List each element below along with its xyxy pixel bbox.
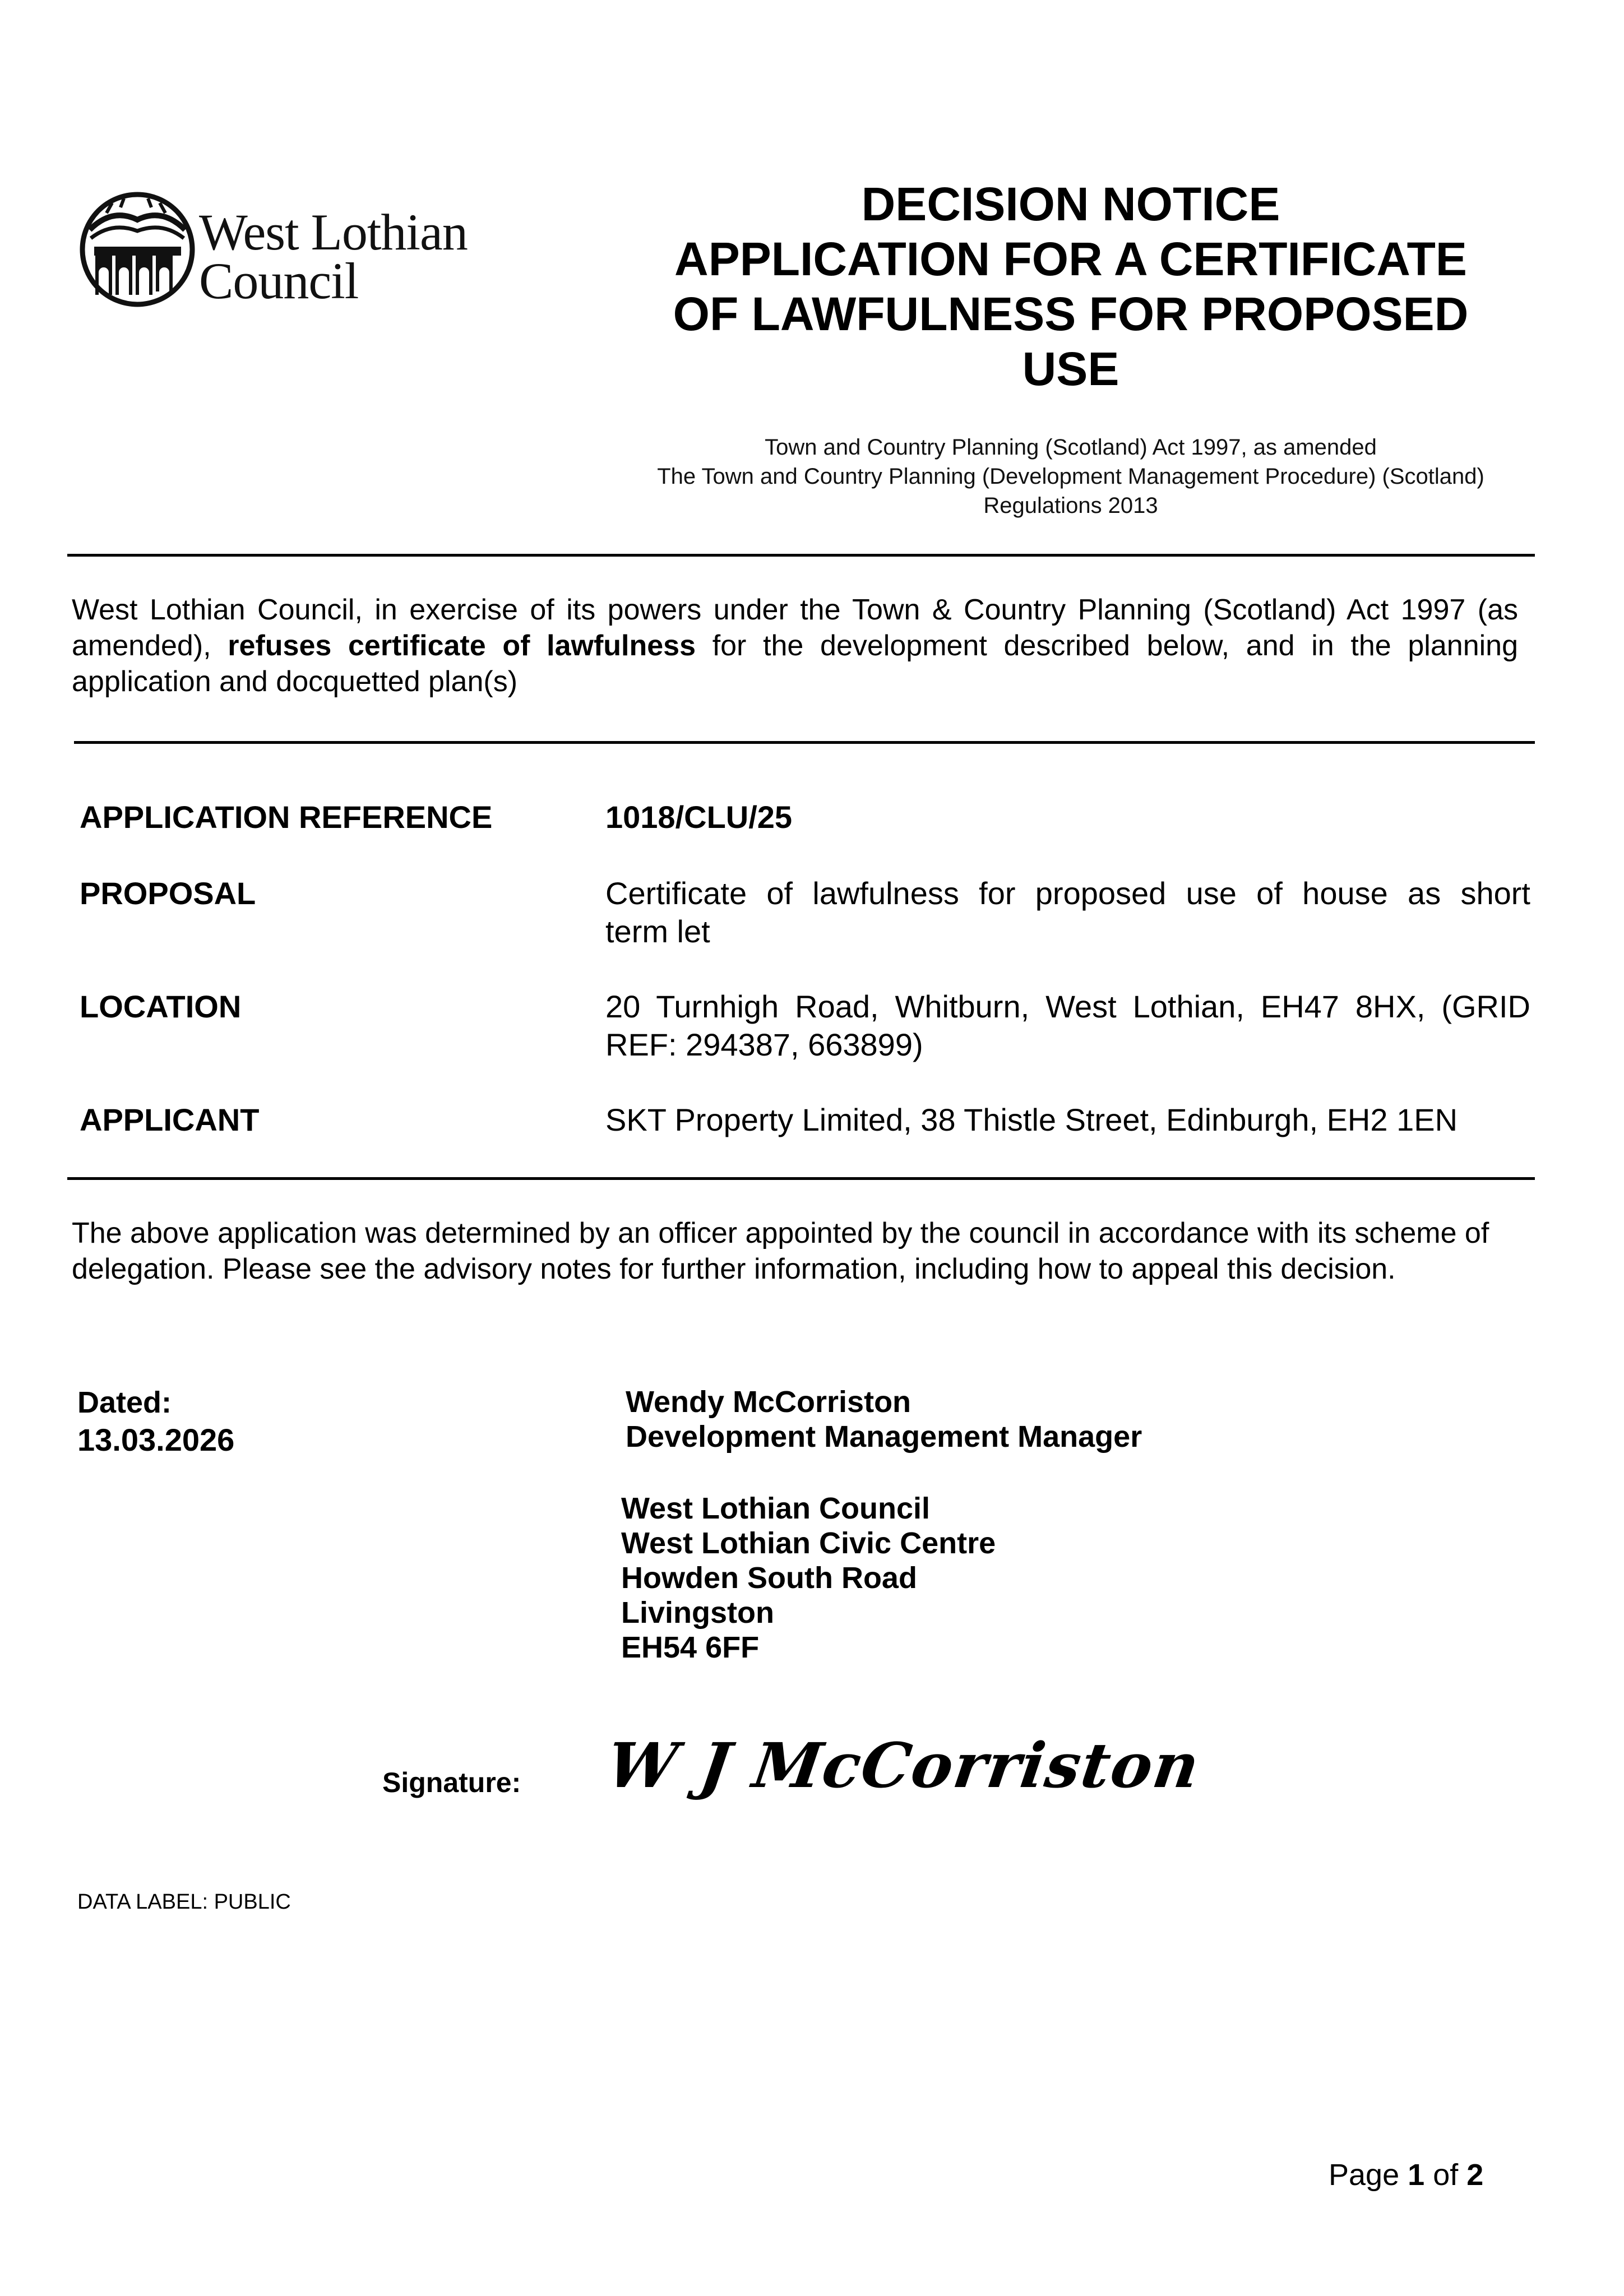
signature-label: Signature: xyxy=(382,1767,521,1798)
location-value xyxy=(605,988,1530,1064)
applicant-label: APPLICANT xyxy=(80,1102,260,1137)
council-address xyxy=(621,1491,996,1665)
page-total: 2 xyxy=(1466,2158,1484,2192)
location-label: LOCATION xyxy=(80,989,242,1024)
officer-block xyxy=(626,1385,1142,1454)
proposal-label: PROPOSAL xyxy=(80,876,256,911)
address-line: Livingston xyxy=(621,1596,774,1630)
legislation-line: Regulations 2013 xyxy=(983,493,1158,518)
reference-value: 1018/CLU/25 xyxy=(605,799,793,835)
page-number xyxy=(1329,2157,1483,2193)
location-line: 20 Turnhigh Road, Whitburn, West Lothian, EH47 8HX, (GRID xyxy=(605,989,1530,1024)
handwritten-signature: W J McCorriston xyxy=(603,1729,1205,1802)
legislation-line: Town and Country Planning (Scotland) Act 1997, as amended xyxy=(765,435,1377,460)
statement-text: for the development described below, and in the planning application and docquetted plan(s) xyxy=(72,629,1519,698)
legislation-text xyxy=(594,433,1547,520)
data-classification-label: DATA LABEL: PUBLIC xyxy=(77,1890,291,1914)
officer-name: Wendy McCorriston xyxy=(626,1385,912,1419)
proposal-line: term let xyxy=(605,914,710,949)
divider xyxy=(67,554,1535,557)
address-line: Howden South Road xyxy=(621,1561,917,1595)
decision-statement xyxy=(72,592,1518,700)
address-line: West Lothian Civic Centre xyxy=(621,1526,996,1560)
statement-text: West Lothian Council, in exercise of its powers under the Town & Country Planning (Scotland) Act 1997 (as amended), xyxy=(72,594,1518,662)
page-current: 1 xyxy=(1408,2158,1425,2192)
dated-label: Dated: xyxy=(77,1386,172,1419)
council-logo xyxy=(78,185,527,325)
page-of: of xyxy=(1433,2158,1459,2192)
title-line: USE xyxy=(1022,342,1119,395)
title-line: OF LAWFULNESS FOR PROPOSED xyxy=(673,288,1469,340)
logo-text-line1: West Lothian xyxy=(199,203,468,261)
decision-outcome: refuses certificate of lawfulness xyxy=(228,629,696,662)
title-line: DECISION NOTICE xyxy=(861,178,1280,230)
delegation-note: The above application was determined by an officer appointed by the council in accordance with its scheme of delegation. Please see the advisory notes for further information, including how to appeal this decision. xyxy=(72,1217,1489,1285)
divider xyxy=(74,741,1535,744)
address-line: EH54 6FF xyxy=(621,1631,760,1664)
legislation-line: The Town and Country Planning (Development Management Procedure) (Scotland) xyxy=(657,464,1484,489)
page-title xyxy=(594,177,1547,396)
location-line: REF: 294387, 663899) xyxy=(605,1027,923,1062)
officer-title: Development Management Manager xyxy=(626,1420,1142,1453)
reference-label: APPLICATION REFERENCE xyxy=(80,799,493,835)
viaduct-emblem-icon xyxy=(78,191,196,308)
divider xyxy=(67,1177,1535,1180)
title-line: APPLICATION FOR A CERTIFICATE xyxy=(674,233,1467,285)
proposal-value xyxy=(605,874,1530,951)
applicant-value: SKT Property Limited, 38 Thistle Street, Edinburgh, EH2 1EN xyxy=(605,1102,1458,1137)
page-prefix: Page xyxy=(1329,2158,1400,2192)
dated-value: 13.03.2026 xyxy=(77,1422,235,1457)
proposal-line: Certificate of lawfulness for proposed use of house as short xyxy=(605,876,1530,911)
address-line: West Lothian Council xyxy=(621,1492,930,1525)
logo-text-line2: Council xyxy=(199,252,359,309)
